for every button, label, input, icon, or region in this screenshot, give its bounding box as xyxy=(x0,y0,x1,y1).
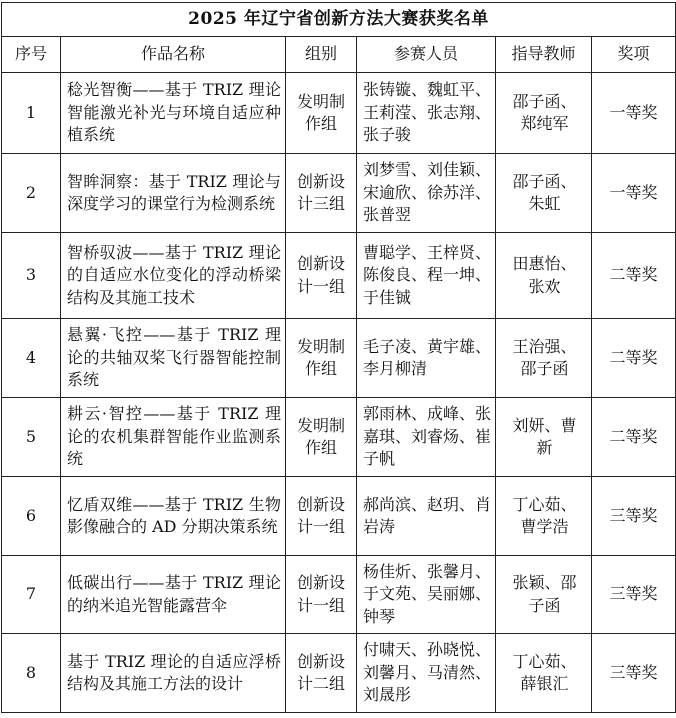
cell-members: 付啸天、孙晓悦、刘馨月、马清然、刘晟彤 xyxy=(357,634,496,713)
cell-award: 三等奖 xyxy=(592,556,676,634)
cell-award: 三等奖 xyxy=(592,477,676,556)
cell-advisor: 刘妍、曹新 xyxy=(496,398,592,477)
cell-award: 一等奖 xyxy=(592,154,676,233)
table-row xyxy=(2,556,676,634)
cell-group: 发明制作组 xyxy=(286,319,357,398)
cell-advisor: 田惠怡、张欢 xyxy=(496,233,592,319)
header-group: 组别 xyxy=(286,37,357,73)
table-row xyxy=(2,319,676,398)
cell-group: 发明制作组 xyxy=(286,73,357,154)
cell-project: 耕云·智控——基于 TRIZ 理论的农机集群智能作业监测系统 xyxy=(61,398,286,477)
header-advisor: 指导教师 xyxy=(496,37,592,73)
cell-index: 8 xyxy=(2,634,61,713)
header-members: 参赛人员 xyxy=(357,37,496,73)
header-row xyxy=(2,37,676,73)
cell-project: 悬翼·飞控——基于 TRIZ 理论的共轴双桨飞行器智能控制系统 xyxy=(61,319,286,398)
title-row xyxy=(2,3,676,37)
cell-advisor: 丁心茹、薛银汇 xyxy=(496,634,592,713)
cell-index: 3 xyxy=(2,233,61,319)
cell-group: 发明制作组 xyxy=(286,398,357,477)
cell-group: 创新设计一组 xyxy=(286,477,357,556)
cell-project: 基于 TRIZ 理论的自适应浮桥结构及其施工方法的设计 xyxy=(61,634,286,713)
cell-members: 郭雨林、成峰、张嘉琪、刘睿炀、崔子帆 xyxy=(357,398,496,477)
cell-index: 2 xyxy=(2,154,61,233)
cell-members: 杨佳炘、张馨月、于文苑、吴丽娜、钟琴 xyxy=(357,556,496,634)
cell-award: 二等奖 xyxy=(592,319,676,398)
cell-advisor: 张颖、邵子函 xyxy=(496,556,592,634)
header-project: 作品名称 xyxy=(61,37,286,73)
cell-award: 二等奖 xyxy=(592,398,676,477)
award-table xyxy=(1,2,676,713)
cell-group: 创新设计一组 xyxy=(286,556,357,634)
cell-project: 智眸洞察：基于 TRIZ 理论与深度学习的课堂行为检测系统 xyxy=(61,154,286,233)
cell-index: 7 xyxy=(2,556,61,634)
cell-members: 毛子凌、黄宇雄、李月柳清 xyxy=(357,319,496,398)
document-title: 2025 年辽宁省创新方法大赛获奖名单 xyxy=(2,3,676,37)
table-row xyxy=(2,73,676,154)
table-row xyxy=(2,233,676,319)
cell-index: 5 xyxy=(2,398,61,477)
cell-project: 稔光智衡——基于 TRIZ 理论智能激光补光与环境自适应种植系统 xyxy=(61,73,286,154)
cell-group: 创新设计一组 xyxy=(286,233,357,319)
cell-award: 二等奖 xyxy=(592,233,676,319)
award-list-document xyxy=(1,2,675,713)
header-index: 序号 xyxy=(2,37,61,73)
cell-project: 忆盾双维——基于 TRIZ 生物影像融合的 AD 分期决策系统 xyxy=(61,477,286,556)
cell-project: 智桥驭波——基于 TRIZ 理论的自适应水位变化的浮动桥梁结构及其施工技术 xyxy=(61,233,286,319)
cell-group: 创新设计二组 xyxy=(286,634,357,713)
table-row xyxy=(2,154,676,233)
cell-index: 6 xyxy=(2,477,61,556)
header-award: 奖项 xyxy=(592,37,676,73)
cell-award: 三等奖 xyxy=(592,634,676,713)
cell-members: 刘梦雪、刘佳颖、宋逾欣、徐苏洋、张普翌 xyxy=(357,154,496,233)
cell-project: 低碳出行——基于 TRIZ 理论的纳米追光智能露营伞 xyxy=(61,556,286,634)
cell-members: 张铸镟、魏虹平、王莉滢、张志翔、张子骏 xyxy=(357,73,496,154)
table-row xyxy=(2,477,676,556)
cell-index: 4 xyxy=(2,319,61,398)
cell-advisor: 邵子函、朱虹 xyxy=(496,154,592,233)
cell-advisor: 丁心茹、曹学浩 xyxy=(496,477,592,556)
cell-award: 一等奖 xyxy=(592,73,676,154)
table-row xyxy=(2,634,676,713)
cell-index: 1 xyxy=(2,73,61,154)
cell-advisor: 王治强、邵子函 xyxy=(496,319,592,398)
cell-advisor: 邵子函、郑纯军 xyxy=(496,73,592,154)
table-row xyxy=(2,398,676,477)
cell-members: 郝尚滨、赵玥、肖岩涛 xyxy=(357,477,496,556)
cell-group: 创新设计三组 xyxy=(286,154,357,233)
cell-members: 曹聪学、王梓贤、陈俊良、程一坤、于佳铖 xyxy=(357,233,496,319)
